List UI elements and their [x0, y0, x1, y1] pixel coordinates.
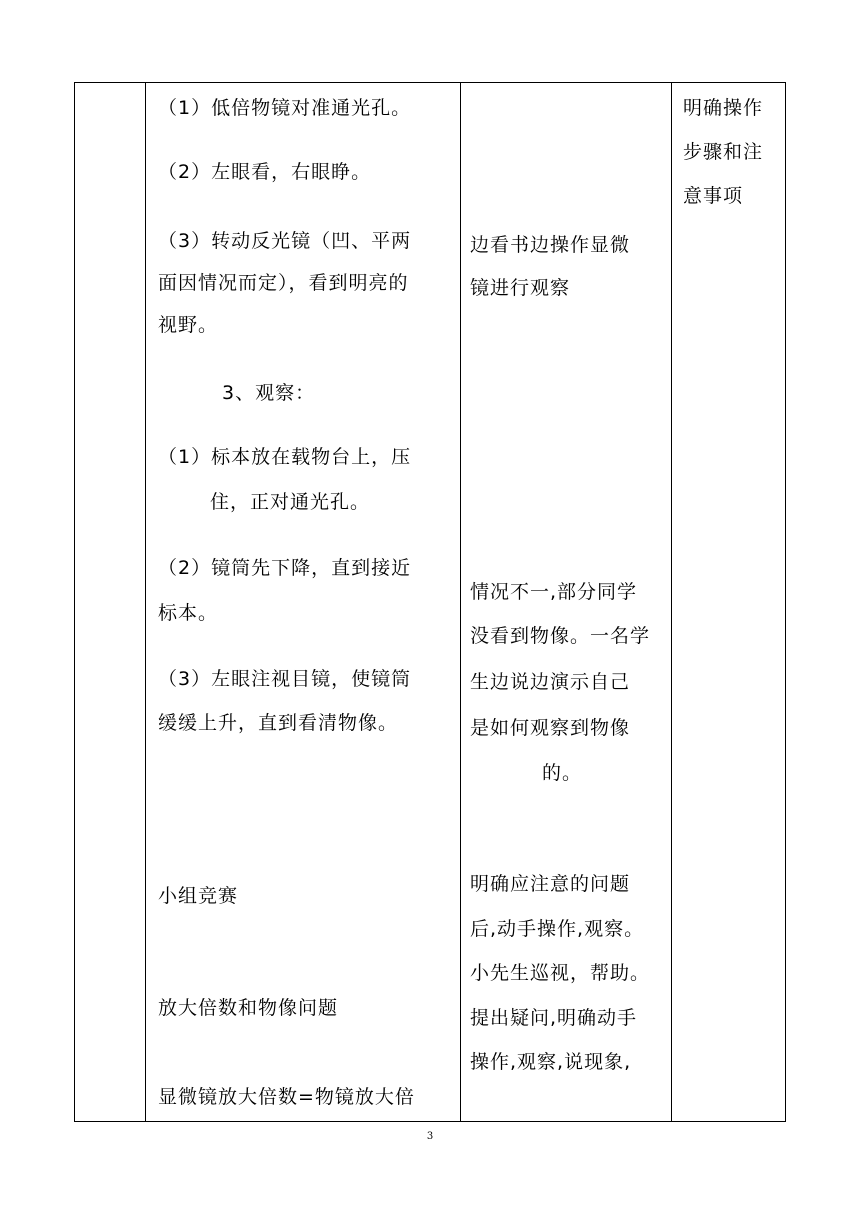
step-text: 显微镜放大倍数=物镜放大倍: [158, 1086, 415, 1108]
step-text: （1）标本放在载物台上，压: [158, 446, 412, 468]
student-activity-text: 明确应注意的问题: [470, 873, 631, 895]
student-activity-text: 提出疑问,明确动手: [470, 1007, 638, 1029]
page-number: 3: [426, 1131, 434, 1142]
student-activity-text: 后,动手操作,观察。: [470, 918, 645, 940]
step-text: （1）低倍物镜对准通光孔。: [158, 97, 412, 119]
student-activity-text: 操作,观察,说现象,: [470, 1051, 632, 1073]
step-text: （2）左眼看，右眼睁。: [158, 161, 372, 183]
column-divider-2: [460, 82, 461, 1122]
student-activity-text: 情况不一,部分同学: [470, 581, 638, 603]
step-text: 面因情况而定），看到明亮的: [158, 272, 409, 294]
student-activity-text: 小先生巡视，帮助。: [470, 962, 651, 984]
step-text: （3）左眼注视目镜，使镜筒: [158, 668, 412, 690]
step-text: 放大倍数和物像问题: [158, 997, 339, 1019]
step-text: 住，正对通光孔。: [210, 491, 371, 513]
student-activity-text: 的。: [542, 762, 583, 784]
step-text: 小组竞赛: [158, 885, 239, 907]
student-activity-text: 边看书边操作显微: [470, 234, 631, 256]
student-activity-text: 是如何观察到物像: [470, 717, 631, 739]
student-activity-text: 生边说边演示自己: [470, 671, 631, 693]
step-text: （3）转动反光镜（凹、平两: [158, 230, 412, 252]
student-activity-text: 没看到物像。一名学: [470, 625, 651, 647]
step-text: 视野。: [158, 314, 219, 336]
step-text: 缓缓上升，直到看清物像。: [158, 712, 399, 734]
intent-text: 明确操作: [683, 97, 764, 119]
student-activity-text: 镜进行观察: [470, 277, 571, 299]
section-heading: 3、观察：: [222, 382, 316, 404]
column-divider-1: [145, 82, 146, 1122]
intent-text: 意事项: [683, 185, 744, 207]
step-text: 标本。: [158, 602, 219, 624]
intent-text: 步骤和注: [683, 141, 764, 163]
column-divider-3: [671, 82, 672, 1122]
step-text: （2）镜筒先下降，直到接近: [158, 557, 412, 579]
